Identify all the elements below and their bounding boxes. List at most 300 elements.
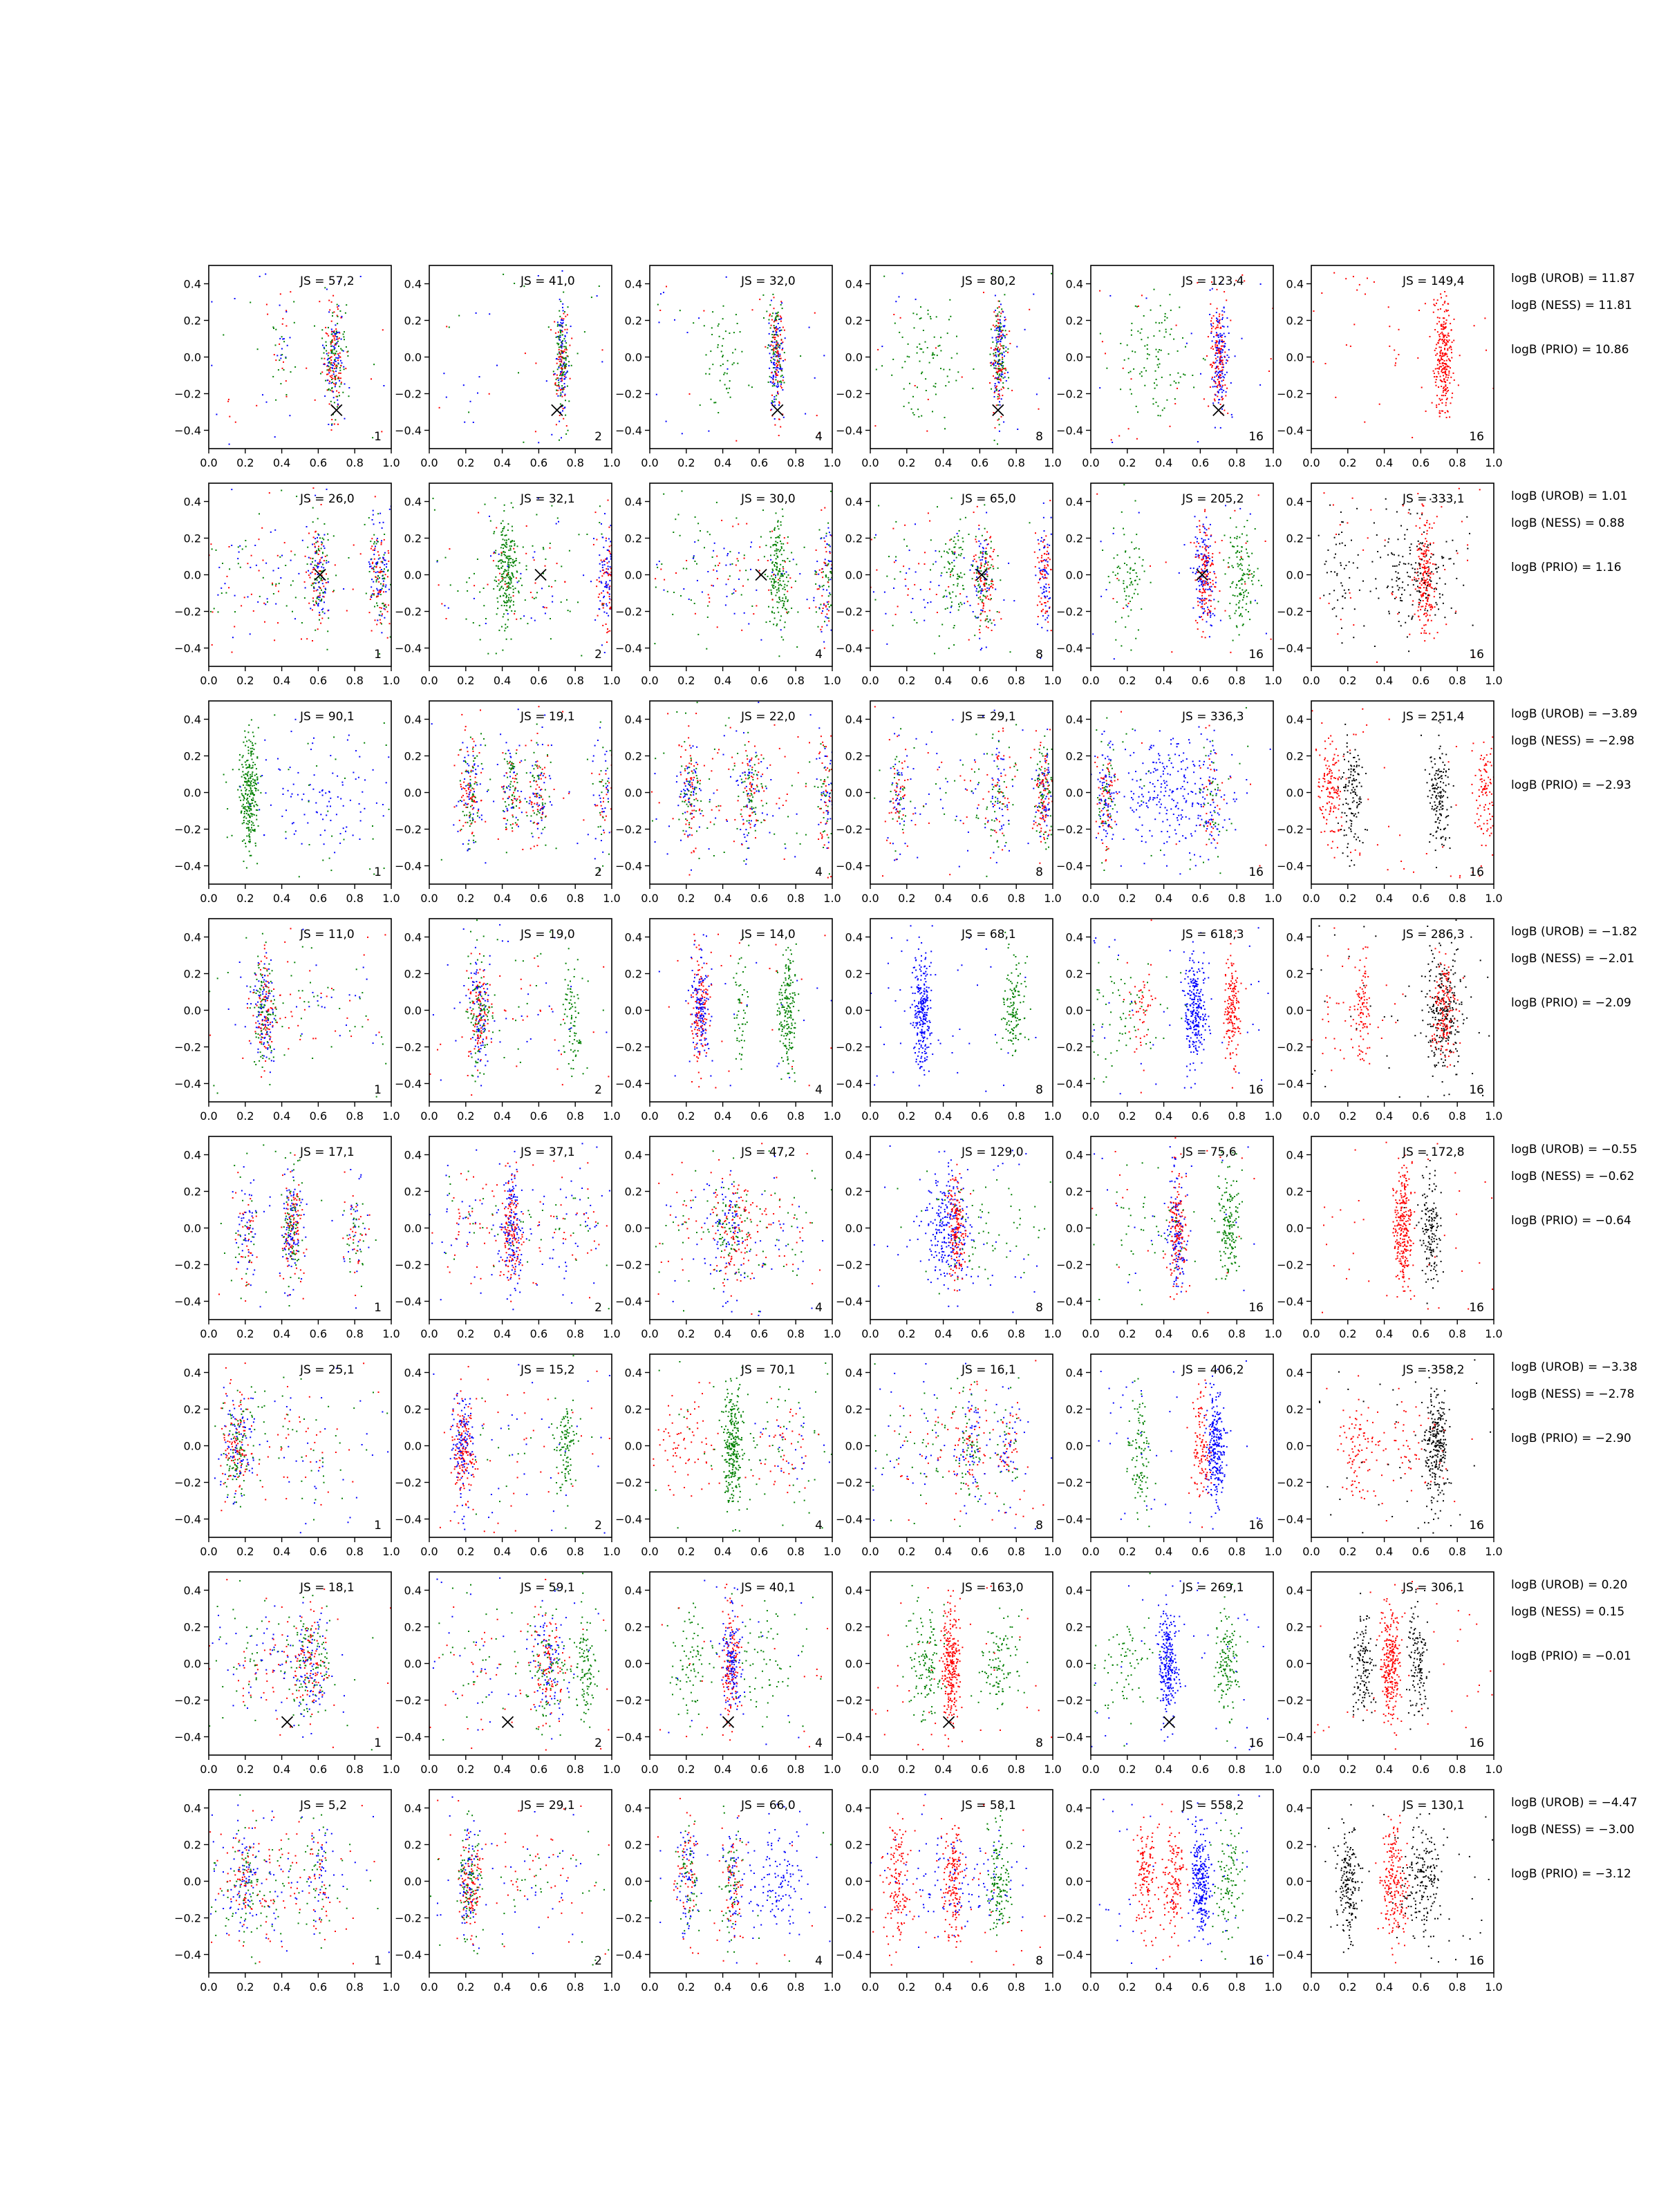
scatter-point bbox=[1424, 556, 1425, 558]
x-tick-label: 0.8 bbox=[1228, 456, 1245, 469]
scatter-point bbox=[534, 551, 535, 552]
scatter-point bbox=[940, 575, 941, 577]
panel-r1-c1 bbox=[174, 265, 400, 469]
scatter-point bbox=[326, 353, 328, 355]
scatter-point bbox=[920, 306, 921, 308]
scatter-point bbox=[321, 543, 323, 544]
scatter-point bbox=[556, 390, 557, 391]
scatter-point bbox=[1226, 362, 1227, 364]
scatter-point bbox=[561, 323, 563, 324]
scatter-point bbox=[989, 382, 991, 384]
scatter-point bbox=[785, 337, 786, 339]
scatter-point bbox=[507, 565, 508, 567]
scatter-point bbox=[325, 556, 326, 557]
scatter-point bbox=[1204, 539, 1206, 541]
scatter-point bbox=[718, 326, 719, 327]
scatter-point bbox=[371, 538, 373, 539]
scatter-point bbox=[1211, 378, 1212, 379]
panel-number-label: 1 bbox=[374, 648, 382, 662]
scatter-point bbox=[782, 588, 784, 590]
scatter-point bbox=[1206, 534, 1208, 536]
scatter-point bbox=[1218, 601, 1219, 602]
scatter-point bbox=[809, 608, 810, 609]
scatter-point bbox=[1424, 550, 1425, 552]
scatter-point bbox=[774, 581, 776, 583]
scatter-point bbox=[1131, 323, 1132, 324]
scatter-point bbox=[1445, 393, 1447, 394]
scatter-point bbox=[982, 608, 984, 609]
scatter-point bbox=[723, 374, 724, 375]
scatter-point bbox=[545, 565, 546, 567]
scatter-point bbox=[1321, 292, 1322, 294]
scatter-point bbox=[997, 404, 999, 406]
scatter-point bbox=[608, 584, 609, 585]
scatter-point bbox=[1412, 437, 1413, 438]
scatter-point bbox=[1454, 379, 1455, 381]
scatter-point bbox=[307, 547, 308, 548]
scatter-point bbox=[339, 353, 341, 354]
scatter-point bbox=[682, 433, 683, 434]
scatter-point bbox=[558, 521, 559, 523]
scatter-point bbox=[1244, 583, 1246, 585]
scatter-point bbox=[1156, 356, 1157, 357]
scatter-point bbox=[962, 549, 963, 550]
scatter-point bbox=[1001, 388, 1002, 390]
scatter-point bbox=[1258, 580, 1259, 581]
scatter-point bbox=[312, 597, 314, 599]
scatter-point bbox=[1100, 541, 1102, 542]
scatter-point bbox=[903, 565, 904, 567]
scatter-point bbox=[781, 339, 782, 341]
scatter-point bbox=[782, 308, 783, 309]
scatter-point bbox=[503, 510, 505, 512]
scatter-point bbox=[238, 563, 239, 564]
panel-r2-c5 bbox=[1056, 483, 1282, 687]
scatter-point bbox=[601, 592, 602, 594]
scatter-point bbox=[1203, 608, 1205, 610]
scatter-point bbox=[907, 356, 908, 357]
scatter-point bbox=[1441, 380, 1442, 382]
scatter-point bbox=[1389, 326, 1390, 327]
scatter-point bbox=[1203, 556, 1204, 557]
scatter-point bbox=[1447, 341, 1448, 342]
scatter-point bbox=[689, 393, 691, 395]
scatter-point bbox=[1425, 624, 1427, 626]
scatter-point bbox=[1170, 374, 1171, 375]
scatter-point bbox=[995, 349, 997, 350]
scatter-point bbox=[782, 375, 783, 376]
scatter-point bbox=[1158, 351, 1159, 353]
scatter-point bbox=[333, 332, 335, 333]
scatter-point bbox=[771, 572, 773, 573]
scatter-point bbox=[513, 577, 514, 578]
scatter-point bbox=[1000, 404, 1001, 406]
scatter-point bbox=[997, 339, 999, 340]
scatter-point bbox=[871, 539, 872, 541]
js-annotation: JS = 149,4 bbox=[1402, 274, 1465, 288]
scatter-point bbox=[498, 630, 500, 631]
scatter-point bbox=[534, 620, 536, 621]
scatter-point bbox=[1454, 319, 1455, 320]
scatter-point bbox=[765, 545, 767, 546]
scatter-point bbox=[1221, 341, 1222, 342]
scatter-point bbox=[1112, 572, 1114, 573]
scatter-point bbox=[836, 579, 838, 580]
scatter-point bbox=[319, 581, 320, 583]
x-tick-label: 0.8 bbox=[346, 674, 363, 687]
scatter-point bbox=[388, 570, 389, 571]
scatter-point bbox=[279, 583, 280, 584]
scatter-point bbox=[983, 603, 984, 604]
scatter-point bbox=[993, 619, 995, 621]
scatter-point bbox=[505, 546, 506, 547]
scatter-point bbox=[758, 559, 759, 561]
scatter-point bbox=[1194, 542, 1195, 543]
scatter-point bbox=[915, 385, 916, 386]
y-tick-label: 0.4 bbox=[404, 496, 422, 509]
scatter-point bbox=[1147, 348, 1148, 350]
scatter-point bbox=[1221, 310, 1223, 312]
scatter-point bbox=[991, 598, 992, 599]
scatter-point bbox=[988, 627, 989, 628]
scatter-point bbox=[388, 589, 390, 590]
scatter-point bbox=[995, 352, 996, 353]
scatter-point bbox=[1209, 636, 1210, 637]
scatter-point bbox=[1444, 301, 1445, 302]
scatter-point bbox=[1002, 368, 1003, 370]
scatter-point bbox=[509, 556, 511, 557]
scatter-point bbox=[1161, 322, 1163, 324]
scatter-point bbox=[860, 626, 861, 627]
scatter-point bbox=[312, 507, 314, 509]
scatter-point bbox=[560, 393, 561, 394]
scatter-point bbox=[388, 604, 389, 606]
scatter-point bbox=[1213, 571, 1215, 572]
scatter-point bbox=[1247, 569, 1248, 570]
scatter-point bbox=[1130, 610, 1132, 611]
scatter-point bbox=[1135, 589, 1136, 590]
scatter-point bbox=[718, 412, 719, 413]
scatter-point bbox=[780, 564, 781, 565]
scatter-point bbox=[503, 613, 505, 615]
scatter-point bbox=[778, 346, 779, 348]
scatter-point bbox=[829, 551, 830, 552]
scatter-point bbox=[503, 588, 504, 589]
scatter-point bbox=[1040, 573, 1042, 574]
scatter-point bbox=[1239, 568, 1241, 570]
scatter-point bbox=[323, 545, 324, 547]
scatter-point bbox=[1441, 386, 1442, 387]
scatter-point bbox=[776, 592, 778, 593]
scatter-point bbox=[1212, 348, 1214, 350]
scatter-point bbox=[780, 304, 782, 306]
scatter-point bbox=[902, 337, 903, 338]
scatter-point bbox=[779, 568, 780, 570]
scatter-point bbox=[516, 619, 517, 620]
scatter-point bbox=[800, 355, 801, 357]
scatter-point bbox=[1043, 560, 1044, 561]
scatter-point bbox=[535, 431, 536, 432]
scatter-point bbox=[353, 545, 355, 546]
scatter-point bbox=[964, 557, 965, 559]
scatter-point bbox=[1206, 574, 1208, 576]
scatter-point bbox=[329, 381, 330, 382]
scatter-point bbox=[774, 399, 775, 400]
x-tick-label: 0.0 bbox=[1082, 456, 1099, 469]
scatter-point bbox=[1221, 357, 1223, 358]
scatter-point bbox=[930, 539, 932, 541]
scatter-point bbox=[324, 597, 325, 598]
scatter-point bbox=[1209, 599, 1210, 601]
scatter-point bbox=[777, 542, 778, 543]
scatter-point bbox=[992, 581, 993, 582]
scatter-point bbox=[782, 377, 784, 378]
scatter-point bbox=[493, 588, 494, 590]
scatter-point bbox=[1429, 633, 1430, 635]
scatter-point bbox=[923, 352, 924, 353]
scatter-point bbox=[338, 346, 339, 347]
scatter-point bbox=[324, 363, 325, 364]
scatter-point bbox=[876, 369, 877, 371]
scatter-point bbox=[1011, 390, 1013, 391]
scatter-point bbox=[251, 594, 252, 595]
y-tick-label: −0.2 bbox=[395, 388, 422, 401]
scatter-point bbox=[330, 401, 332, 402]
scatter-point bbox=[1215, 400, 1216, 402]
scatter-point bbox=[277, 555, 279, 556]
scatter-point bbox=[1226, 391, 1227, 393]
scatter-point bbox=[1210, 610, 1211, 612]
scatter-point bbox=[556, 385, 558, 386]
scatter-point bbox=[1239, 536, 1240, 538]
scatter-point bbox=[320, 373, 321, 375]
scatter-point bbox=[228, 587, 229, 588]
scatter-point bbox=[1224, 333, 1225, 335]
scatter-point bbox=[379, 522, 380, 523]
scatter-point bbox=[906, 572, 907, 574]
scatter-point bbox=[980, 592, 982, 594]
scatter-point bbox=[280, 357, 281, 359]
scatter-point bbox=[994, 349, 995, 350]
scatter-point bbox=[774, 612, 775, 614]
scatter-point bbox=[1430, 562, 1431, 563]
scatter-point bbox=[770, 554, 771, 556]
scatter-point bbox=[999, 431, 1000, 432]
scatter-point bbox=[776, 544, 777, 545]
scatter-point bbox=[772, 331, 774, 332]
scatter-point bbox=[345, 368, 346, 369]
scatter-point bbox=[1002, 337, 1003, 339]
scatter-point bbox=[1444, 389, 1445, 391]
scatter-point bbox=[331, 362, 332, 364]
scatter-point bbox=[751, 606, 753, 607]
scatter-point bbox=[1226, 317, 1228, 319]
scatter-point bbox=[324, 534, 325, 536]
scatter-point bbox=[508, 556, 509, 557]
scatter-point bbox=[992, 559, 993, 560]
scatter-point bbox=[966, 596, 968, 597]
scatter-point bbox=[1199, 566, 1200, 568]
scatter-point bbox=[561, 319, 562, 321]
scatter-point bbox=[883, 276, 885, 277]
scatter-point bbox=[986, 512, 987, 514]
scatter-point bbox=[556, 363, 558, 364]
scatter-point bbox=[1436, 379, 1437, 380]
x-tick-label: 0.4 bbox=[935, 456, 952, 469]
scatter-point bbox=[985, 561, 986, 562]
scatter-point bbox=[825, 616, 827, 617]
scatter-point bbox=[506, 556, 507, 557]
scatter-point bbox=[323, 592, 324, 594]
scatter-point bbox=[776, 344, 777, 345]
scatter-point bbox=[1192, 608, 1194, 609]
scatter-point bbox=[1215, 371, 1217, 373]
scatter-point bbox=[1199, 579, 1201, 581]
scatter-point bbox=[272, 583, 273, 584]
scatter-point bbox=[693, 322, 694, 324]
scatter-point bbox=[768, 382, 769, 383]
scatter-point bbox=[1197, 622, 1198, 624]
x-tick-label: 0.2 bbox=[898, 456, 915, 469]
scatter-point bbox=[993, 549, 995, 550]
scatter-point bbox=[730, 397, 731, 398]
scatter-point bbox=[504, 526, 505, 527]
scatter-point bbox=[1137, 583, 1138, 585]
scatter-point bbox=[1439, 411, 1441, 412]
y-tick-label: 0.2 bbox=[625, 315, 642, 328]
scatter-point bbox=[1175, 382, 1177, 384]
scatter-point bbox=[995, 355, 997, 356]
scatter-points bbox=[1313, 272, 1494, 438]
scatter-point bbox=[999, 368, 1000, 369]
scatter-point bbox=[821, 631, 823, 632]
scatter-point bbox=[955, 543, 957, 545]
scatter-point bbox=[1230, 652, 1231, 653]
scatter-point bbox=[1199, 525, 1201, 527]
scatter-point bbox=[777, 525, 778, 527]
scatter-point bbox=[515, 588, 516, 589]
scatter-point bbox=[606, 624, 607, 625]
scatter-point bbox=[825, 605, 827, 606]
scatter-point bbox=[337, 404, 339, 405]
scatter-point bbox=[310, 577, 311, 579]
scatter-point bbox=[1042, 541, 1044, 543]
scatter-point bbox=[1000, 579, 1001, 581]
scatter-point bbox=[936, 594, 937, 595]
scatter-point bbox=[779, 327, 780, 328]
scatter-point bbox=[1445, 295, 1447, 297]
scatter-point bbox=[787, 585, 788, 586]
scatter-point bbox=[1447, 332, 1449, 334]
scatter-point bbox=[774, 325, 775, 326]
scatter-point bbox=[559, 316, 561, 317]
scatter-point bbox=[393, 577, 395, 579]
scatter-point bbox=[1425, 590, 1427, 591]
scatter-point bbox=[339, 367, 341, 368]
scatter-point bbox=[1240, 563, 1241, 565]
scatter-point bbox=[1235, 610, 1237, 612]
scatter-point bbox=[1438, 373, 1439, 375]
scatter-point bbox=[1221, 409, 1223, 410]
scatter-point bbox=[710, 350, 711, 352]
scatter-point bbox=[565, 342, 567, 344]
scatter-point bbox=[559, 335, 561, 336]
scatter-point bbox=[1242, 599, 1244, 601]
scatter-point bbox=[326, 555, 328, 556]
scatter-point bbox=[550, 547, 551, 549]
scatter-point bbox=[977, 506, 978, 507]
scatter-point bbox=[821, 509, 822, 511]
scatter-point bbox=[903, 406, 905, 407]
scatter-point bbox=[995, 295, 996, 297]
scatter-point bbox=[919, 361, 921, 362]
scatter-point bbox=[732, 526, 733, 527]
scatter-point bbox=[895, 521, 897, 523]
scatter-point bbox=[1010, 651, 1011, 653]
scatter-point bbox=[939, 345, 941, 346]
scatter-point bbox=[1038, 582, 1039, 583]
y-tick-label: 0.4 bbox=[1066, 278, 1083, 291]
scatter-point bbox=[687, 332, 688, 333]
scatter-point bbox=[782, 349, 783, 350]
scatter-point bbox=[1049, 587, 1050, 588]
scatter-point bbox=[282, 339, 283, 340]
scatter-point bbox=[1448, 335, 1450, 337]
scatter-point bbox=[777, 359, 778, 361]
scatter-point bbox=[781, 368, 782, 370]
scatter-point bbox=[986, 619, 988, 620]
scatter-point bbox=[727, 373, 728, 374]
scatter-point bbox=[287, 345, 288, 346]
scatter-point bbox=[978, 583, 980, 585]
scatter-point bbox=[608, 538, 610, 540]
scatter-point bbox=[694, 561, 695, 562]
scatter-point bbox=[1242, 574, 1244, 576]
scatter-point bbox=[552, 601, 553, 603]
scatter-point bbox=[1138, 548, 1140, 550]
scatter-point bbox=[1112, 442, 1113, 443]
scatter-point bbox=[715, 402, 716, 403]
scatter-point bbox=[980, 649, 982, 650]
scatter-point bbox=[264, 621, 265, 623]
scatter-point bbox=[1424, 640, 1425, 641]
scatter-point bbox=[505, 583, 506, 585]
scatter-point bbox=[1132, 350, 1133, 352]
scatter-point bbox=[894, 561, 895, 563]
scatter-point bbox=[1421, 387, 1423, 388]
scatter-point bbox=[273, 570, 274, 572]
scatter-point bbox=[1434, 376, 1435, 377]
scatter-point bbox=[1205, 534, 1206, 536]
scatter-point bbox=[904, 361, 906, 362]
scatter-point bbox=[930, 601, 932, 603]
scatter-point bbox=[511, 565, 512, 566]
scatter-point bbox=[1453, 340, 1454, 341]
scatter-point bbox=[1205, 637, 1206, 638]
scatter-point bbox=[1124, 588, 1125, 590]
y-tick-label: 0.0 bbox=[1066, 351, 1083, 364]
scatter-point bbox=[1195, 579, 1197, 581]
scatter-point bbox=[991, 581, 992, 582]
scatter-point bbox=[332, 295, 334, 297]
scatter-point bbox=[1049, 608, 1050, 609]
scatter-point bbox=[903, 388, 905, 390]
scatter-point bbox=[782, 600, 783, 601]
scatter-point bbox=[722, 356, 723, 357]
scatter-point bbox=[339, 310, 341, 312]
scatter-point bbox=[1414, 614, 1416, 615]
scatter-point bbox=[797, 612, 798, 613]
